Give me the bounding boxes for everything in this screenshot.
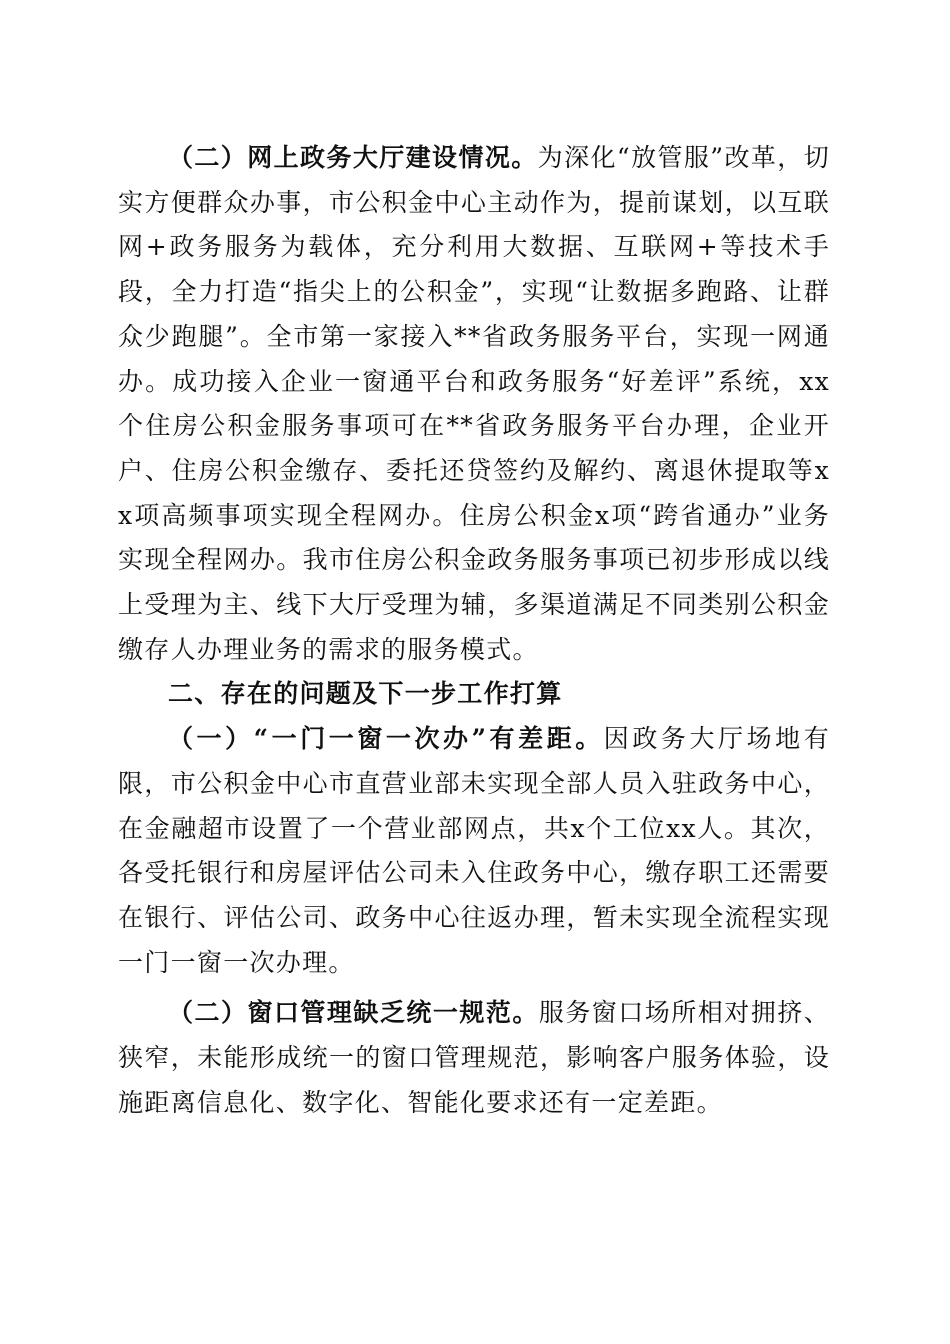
paragraph-one-window	[118, 717, 830, 985]
document-body	[118, 136, 830, 1125]
paragraph-text-one-window: 因政务大厅场地有限，市公积金中心市直营业部未实现全部人员入驻政务中心，在金融超市设置了一个营业部网点，共x个工位xx人。其次，各受托银行和房屋评估公司未入住政务中心，缴存职工还需要在银行、评估公司、政务中心往返办理，暂未实现全流程实现一门一窗一次办理。	[118, 724, 831, 977]
section-heading-problems: 二、存在的问题及下一步工作打算	[168, 679, 563, 709]
paragraph-online-hall	[118, 136, 830, 672]
paragraph-lead-online-hall: （二）网上政务大厅建设情况。	[168, 143, 538, 172]
paragraph-text-online-hall: 为深化“放管服”改革，切实方便群众办事，市公积金中心主动作为，提前谋划，以互联网+政务服务为载体，充分利用大数据、互联网+等技术手段，全力打造“指尖上的公积金”，实现“让数据多跑路、让群众少跑腿”。全市第一家接入**省政务服务平台，实现一网通办。成功接入企业一窗通平台和政务服务“好差评”系统，xx个住房公积金服务事项可在**省政务服务平台办理，企业开户、住房公积金缴存、委托还贷签约及解约、离退休提取等xx项高频事项实现全程网办。住房公积金x项“跨省通办”业务实现全程网办。我市住房公积金政务服务事项已初步形成以线上受理为主、线下大厅受理为辅，多渠道满足不同类别公积金缴存人办理业务的需求的服务模式。	[118, 143, 830, 664]
paragraph-lead-window-management: （二）窗口管理缺乏统一规范。	[168, 998, 539, 1028]
paragraph-lead-one-window: （一）“一门一窗一次办”有差距。	[168, 724, 604, 754]
paragraph-text-window-management: 服务窗口场所相对拥挤、狭窄，未能形成统一的窗口管理规范，影响客户服务体验，设施距离信息化、数字化、智能化要求还有一定差距。	[118, 998, 830, 1117]
paragraph-window-management	[118, 991, 830, 1125]
